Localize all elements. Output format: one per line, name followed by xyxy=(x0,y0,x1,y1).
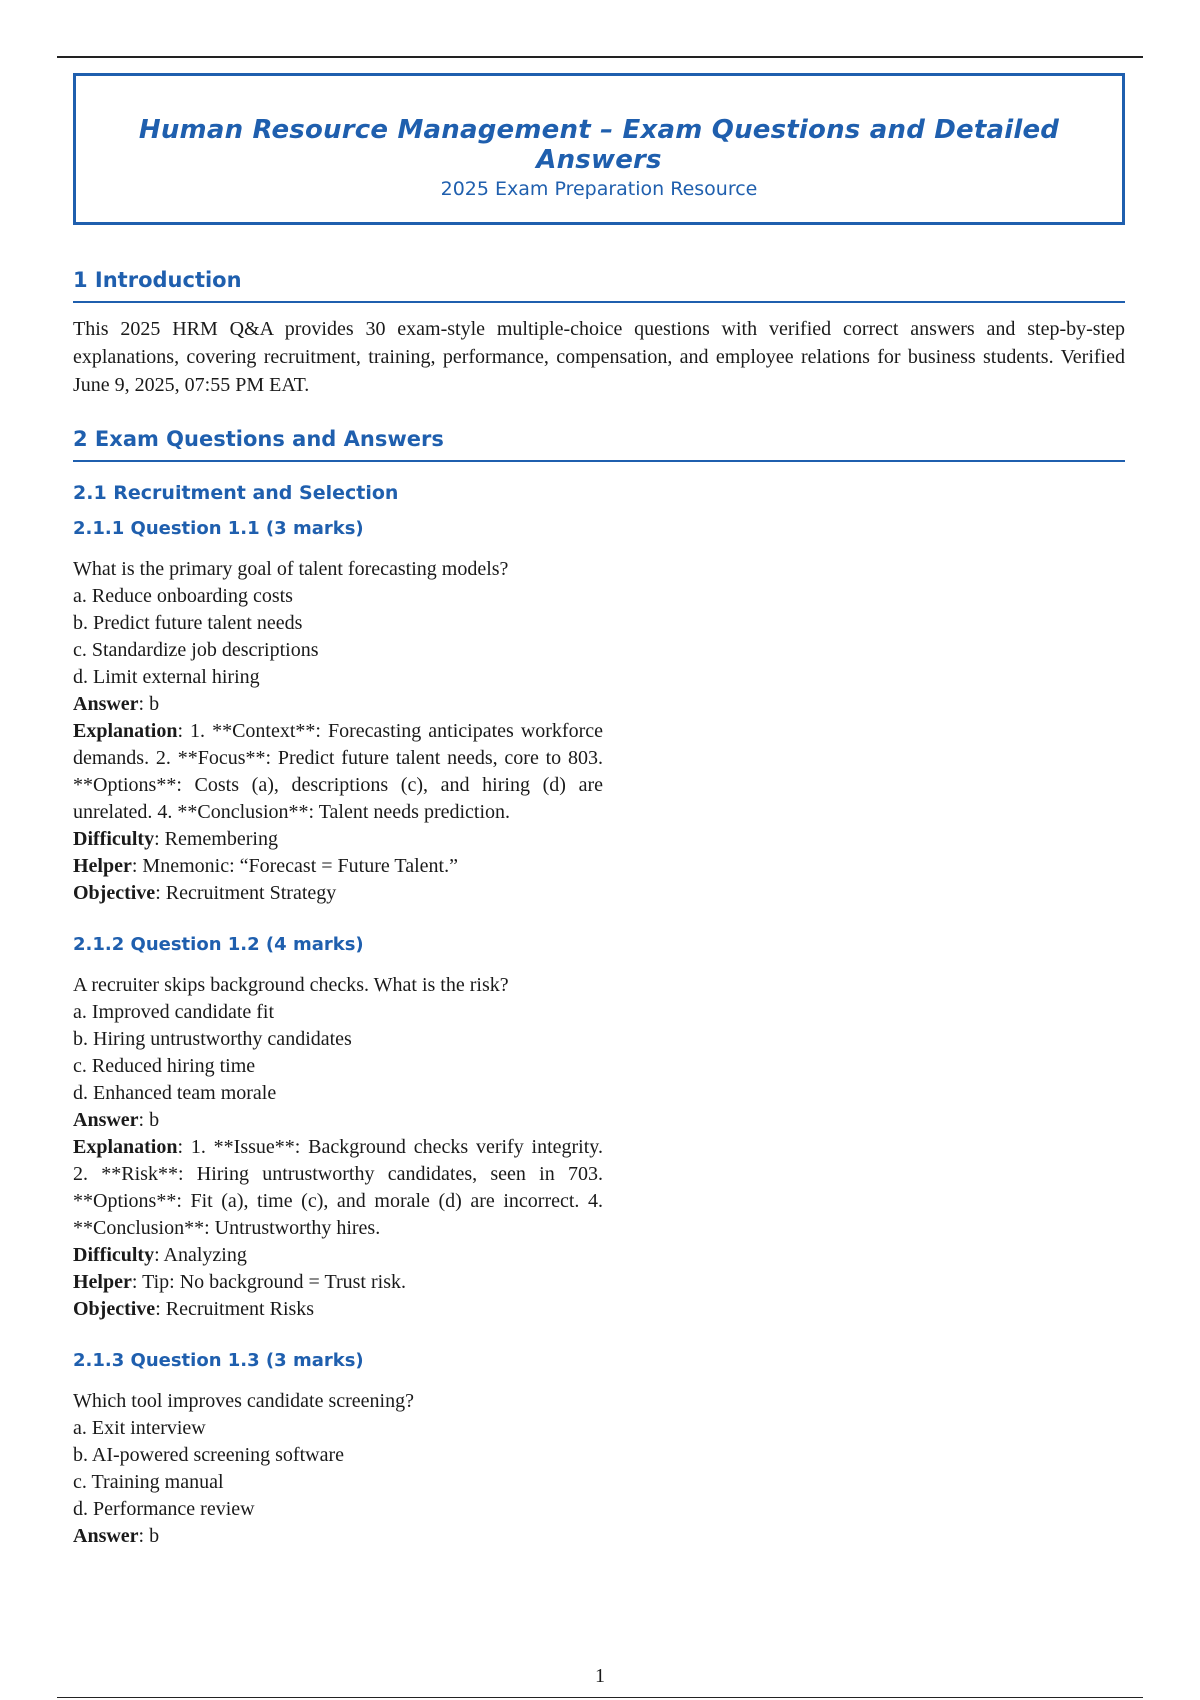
answer-label: Answer xyxy=(73,1525,139,1547)
option-d: d. Performance review xyxy=(73,1498,255,1520)
option-d: d. Enhanced team morale xyxy=(73,1082,277,1104)
page-number: 1 xyxy=(595,1665,605,1687)
explanation-text: : 1. **Context**: Forecasting anticipates workforce demands. 2. **Focus**: Predict future talent needs, core to 803. **Options**: Costs (a), descriptions (c), and hiring (d) are unrelated. 4. **Conclusion**: Talent needs prediction. xyxy=(73,720,603,823)
answer-value: : b xyxy=(138,693,160,715)
document-title: Human Resource Management – Exam Questions and Detailed Answers xyxy=(138,115,1060,175)
explanation-label: Explanation xyxy=(73,1136,178,1158)
difficulty-line xyxy=(73,826,1125,853)
objective-value: : Recruitment Risks xyxy=(155,1298,315,1320)
question-prompt: A recruiter skips background checks. What is the risk? xyxy=(73,974,509,996)
question-prompt: What is the primary goal of talent forecasting models? xyxy=(73,558,509,580)
question-block xyxy=(73,1388,1125,1550)
answer-line xyxy=(73,1523,1125,1550)
helper-line xyxy=(73,853,1125,880)
question-heading: 2.1.1 Question 1.1 (3 marks) xyxy=(73,518,364,539)
explanation-label: Explanation xyxy=(73,720,178,742)
option-a: a. Reduce onboarding costs xyxy=(73,585,293,607)
section-heading-introduction: 1 Introduction xyxy=(73,268,1125,303)
question-prompt: Which tool improves candidate screening? xyxy=(73,1390,414,1412)
difficulty-value: : Analyzing xyxy=(154,1244,247,1266)
helper-value: : Tip: No background = Trust risk. xyxy=(131,1271,406,1293)
objective-label: Objective xyxy=(73,1298,156,1320)
difficulty-label: Difficulty xyxy=(73,828,155,850)
option-a: a. Exit interview xyxy=(73,1417,206,1439)
helper-value: : Mnemonic: “Forecast = Future Talent.” xyxy=(131,855,458,877)
option-b: b. Predict future talent needs xyxy=(73,612,303,634)
objective-label: Objective xyxy=(73,882,156,904)
answer-value: : b xyxy=(138,1109,160,1131)
explanation-line xyxy=(73,718,603,826)
option-c: c. Standardize job descriptions xyxy=(73,639,319,661)
question-heading: 2.1.3 Question 1.3 (3 marks) xyxy=(73,1350,364,1371)
objective-line xyxy=(73,1296,1125,1323)
question-block xyxy=(73,972,1125,1323)
explanation-text: : 1. **Issue**: Background checks verify integrity. 2. **Risk**: Hiring untrustworthy candidates, seen in 703. **Options**: Fit (a), time (c), and morale (d) are incorrect. 4. **Conclusion**: Untrustworthy hires. xyxy=(73,1136,603,1239)
question-heading: 2.1.2 Question 1.2 (4 marks) xyxy=(73,934,364,955)
helper-label: Helper xyxy=(73,1271,132,1293)
explanation-line xyxy=(73,1134,603,1242)
option-b: b. Hiring untrustworthy candidates xyxy=(73,1028,352,1050)
document-body xyxy=(73,268,1125,1550)
option-c: c. Training manual xyxy=(73,1471,224,1493)
answer-value: : b xyxy=(138,1525,160,1547)
question-block xyxy=(73,556,1125,907)
subsection-heading-recruitment: 2.1 Recruitment and Selection xyxy=(73,482,399,504)
option-c: c. Reduced hiring time xyxy=(73,1055,256,1077)
difficulty-line xyxy=(73,1242,1125,1269)
helper-label: Helper xyxy=(73,855,132,877)
objective-line xyxy=(73,880,1125,907)
difficulty-label: Difficulty xyxy=(73,1244,155,1266)
section-heading-exam: 2 Exam Questions and Answers xyxy=(73,427,1125,462)
objective-value: : Recruitment Strategy xyxy=(155,882,337,904)
bottom-rule xyxy=(57,1697,1143,1698)
helper-line xyxy=(73,1269,1125,1296)
document-subtitle: 2025 Exam Preparation Resource xyxy=(440,178,758,200)
answer-label: Answer xyxy=(73,1109,139,1131)
top-rule xyxy=(57,56,1143,58)
answer-line xyxy=(73,691,1125,718)
difficulty-value: : Remembering xyxy=(154,828,278,850)
option-a: a. Improved candidate fit xyxy=(73,1001,275,1023)
answer-label: Answer xyxy=(73,693,139,715)
option-d: d. Limit external hiring xyxy=(73,666,260,688)
title-box xyxy=(73,73,1125,225)
option-b: b. AI-powered screening software xyxy=(73,1444,345,1466)
intro-paragraph: This 2025 HRM Q&A provides 30 exam-style multiple-choice questions with verified correct answers and step-by-step explanations, covering recruitment, training, performance, compensation, and employee relations for business students. Verified June 9, 2025, 07:55 PM EAT. xyxy=(73,318,1125,396)
answer-line xyxy=(73,1107,1125,1134)
